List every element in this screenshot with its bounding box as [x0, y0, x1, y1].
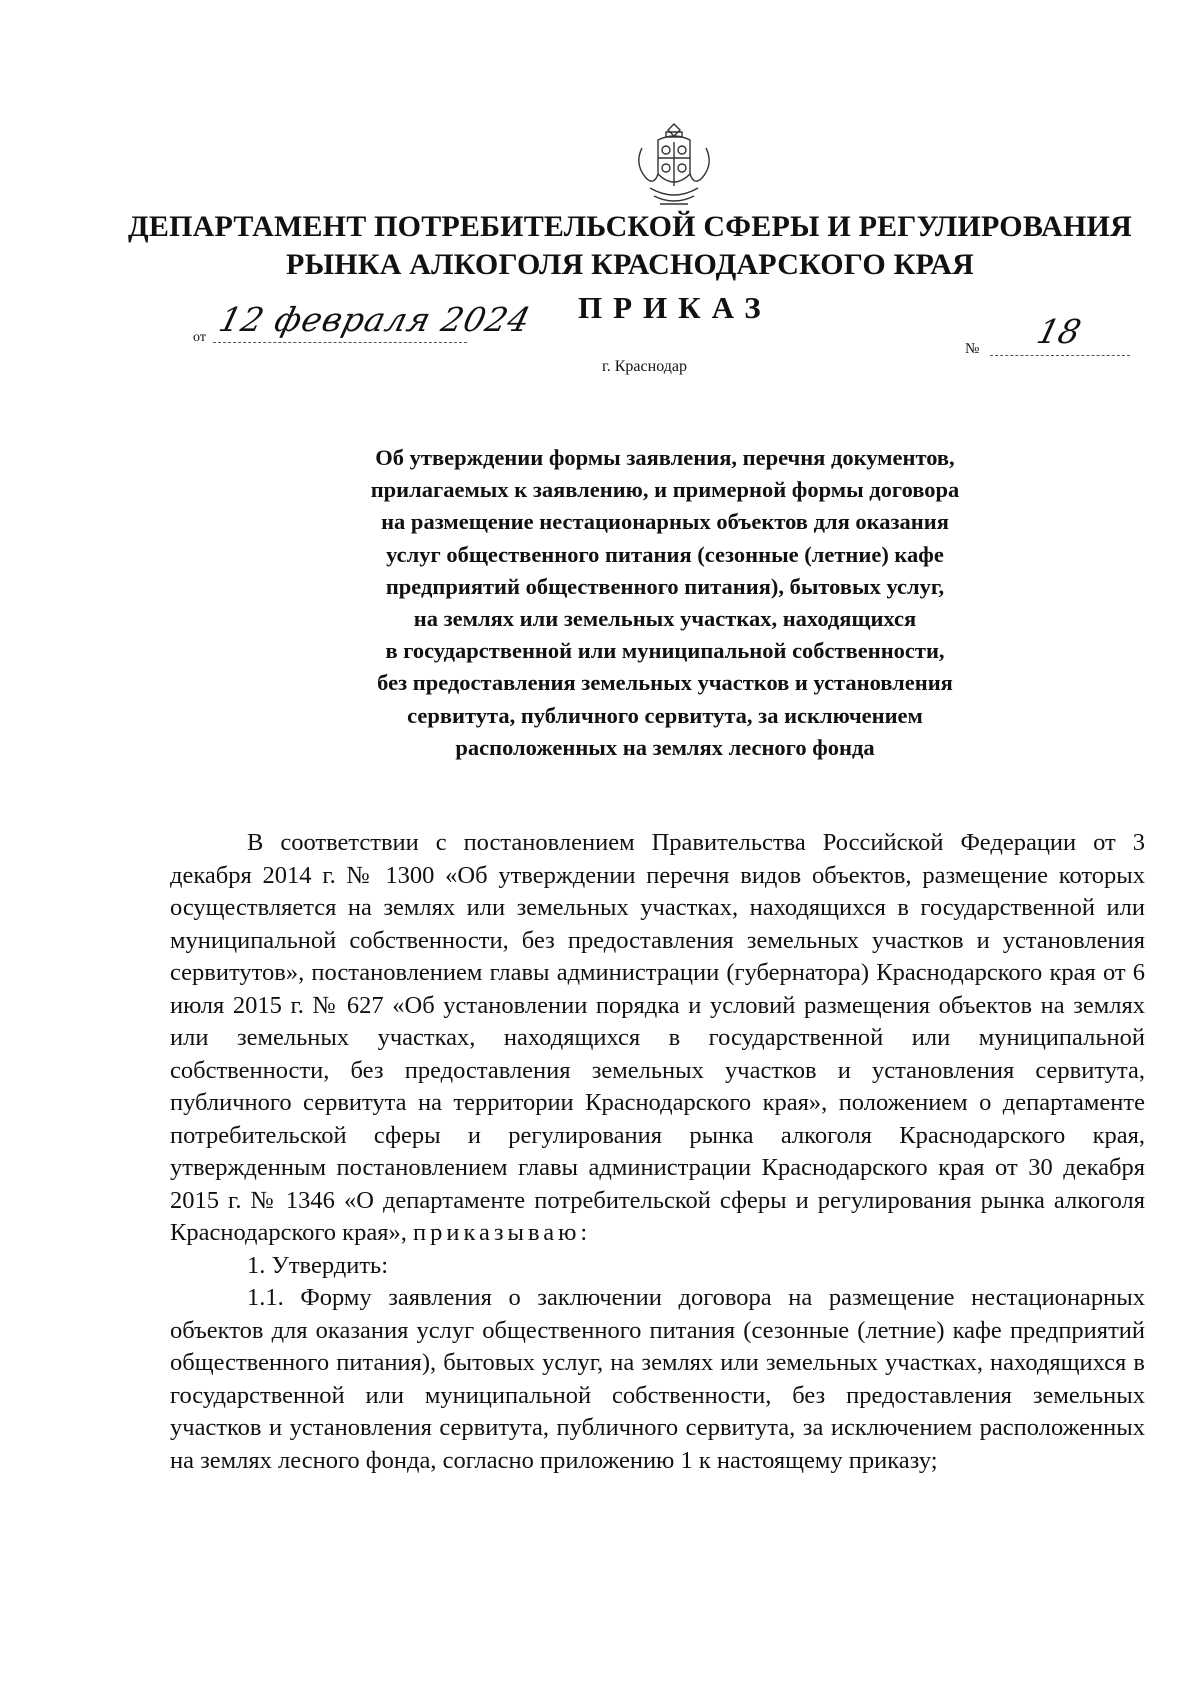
department-heading [120, 208, 1140, 284]
subject-line: предприятий общественного питания), бытовых услуг, [385, 573, 945, 599]
subject-line: без предоставления земельных участков и установления [377, 670, 953, 696]
date-underline [213, 342, 467, 343]
subject-line: прилагаемых к заявлению, и примерной формы договора [370, 477, 960, 503]
subject-line: на землях или земельных участках, находящихся [413, 606, 917, 632]
preamble-text: В соответствии с постановлением Правительства Российской Федерации от 3 декабря 2014 г. № 1300 «Об утверждении перечня видов объектов, размещение которых осуществляется на землях или земельных участках, находящихся в государственной или муниципальной собственности, без предоставления земельных участков и установления сервитутов», постановлением главы администрации (губернатора) Краснодарского края от 6 июля 2015 г. № 627 «Об установлении порядка и условий размещения объектов на землях или земельных участках, находящихся в государственной или муниципальной собственности, без предоставления земельных участков и установления сервитута, публичного сервитута на территории Краснодарского края», положением о департаменте потребительской сферы и регулирования рынка алкоголя Краснодарского края, утвержденным постановлением главы администрации Краснодарского края от 30 декабря 2015 г. № 1346 «О департаменте потребительской сферы и регулирования рынка алкоголя Краснодарского края», [170, 829, 1145, 1246]
subject-line: Об утверждении формы заявления, перечня документов, [375, 445, 955, 470]
number-prefix: № [965, 341, 980, 357]
subject-line: расположенных на землях лесного фонда [455, 734, 875, 760]
department-line-2: РЫНКА АЛКОГОЛЯ КРАСНОДАРСКОГО КРАЯ [286, 248, 974, 281]
department-line-1: ДЕПАРТАМЕНТ ПОТРЕБИТЕЛЬСКОЙ СФЕРЫ И РЕГУЛИРОВАНИЯ [128, 210, 1132, 243]
city-label: г. Краснодар [602, 358, 687, 375]
coat-of-arms-icon [628, 118, 720, 218]
subject-line: услуг общественного питания (сезонные (летние) кафе [386, 541, 944, 567]
document-body [170, 827, 1145, 1477]
document-type: ПРИКАЗ [578, 290, 772, 325]
order-word: приказываю: [412, 1219, 592, 1246]
item-1-1: 1.1. Форму заявления о заключении договора на размещение нестационарных объектов для оказания услуг общественного питания (сезонные (летние) кафе предприятий общественного питания), бытовых услуг, на землях или земельных участках, находящихся в государственной или муниципальной собственности, без предоставления земельных участков и установления сервитута, публичного сервитута, за исключением расположенных на землях лесного фонда, согласно приложению 1 к настоящему приказу; [170, 1284, 1145, 1474]
number-handwritten: 18 [1033, 312, 1085, 351]
subject-line: на размещение нестационарных объектов для оказания [381, 509, 949, 535]
preamble-paragraph [170, 827, 1145, 1250]
subject-line: в государственной или муниципальной собственности, [385, 638, 945, 664]
item-1: 1. Утвердить: [247, 1251, 389, 1279]
subject-line: сервитута, публичного сервитута, за исключением [407, 702, 923, 728]
number-underline [990, 355, 1130, 356]
date-prefix: от [193, 330, 206, 345]
date-handwritten: 12 февраля 2024 [215, 300, 536, 339]
document-subject [270, 442, 1060, 764]
